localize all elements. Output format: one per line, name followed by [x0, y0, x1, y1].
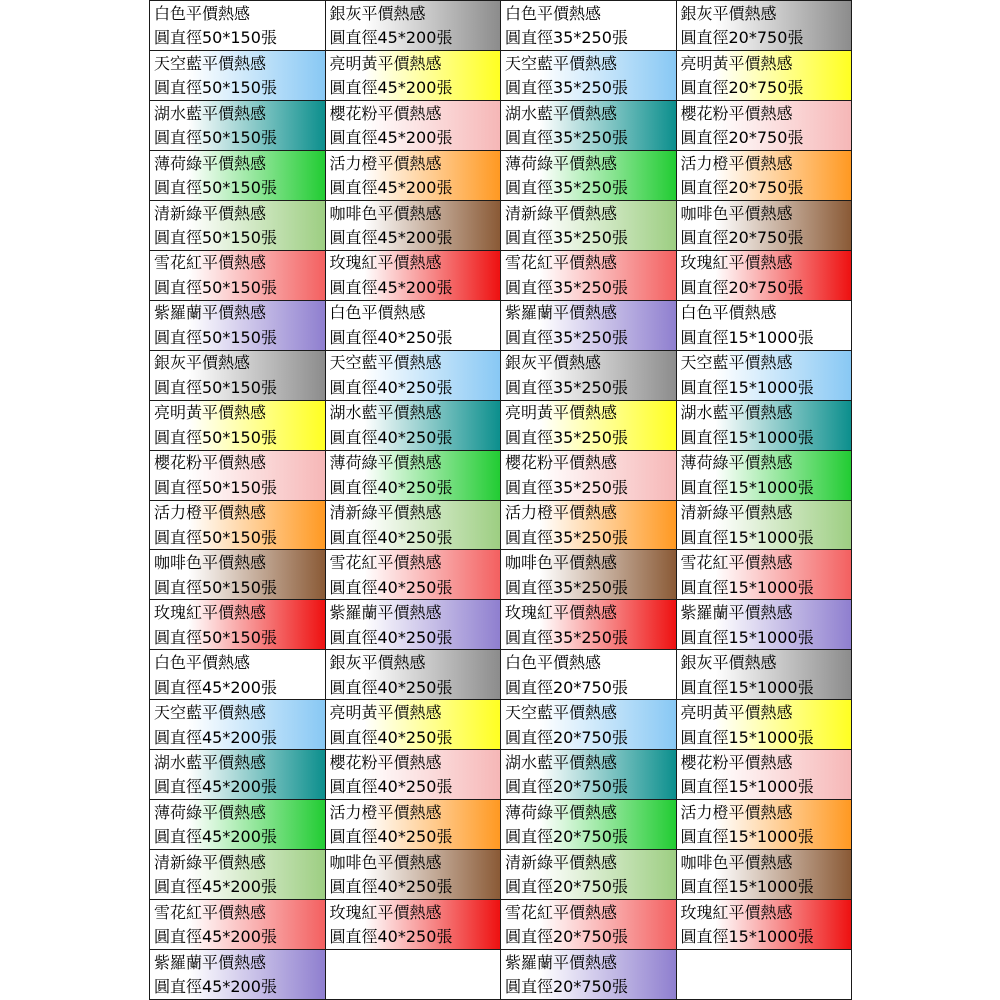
product-spec: 圓直徑15*1000張: [680, 627, 814, 647]
product-name: 天空藍平價熱感: [680, 353, 793, 373]
product-name: 櫻花粉平價熱感: [329, 103, 442, 123]
product-name: 天空藍平價熱感: [329, 353, 442, 373]
product-spec: 圓直徑35*250張: [505, 577, 628, 597]
label-swatch-cell: [326, 501, 502, 551]
product-spec: 圓直徑40*250張: [329, 777, 453, 797]
label-swatch-cell: [677, 201, 853, 251]
product-name: 紫羅蘭平價熱感: [154, 303, 267, 323]
product-name: 薄荷綠平價熱感: [154, 153, 267, 173]
product-name: 活力橙平價熱感: [680, 802, 793, 822]
label-swatch-cell: [501, 351, 677, 401]
product-name: 活力橙平價熱感: [329, 802, 442, 822]
product-spec: 圓直徑40*250張: [329, 677, 453, 697]
product-name: 雪花紅平價熱感: [154, 253, 267, 273]
label-swatch-cell: [150, 1, 326, 51]
empty-cell: [326, 950, 502, 1000]
product-spec: 圓直徑20*750張: [680, 178, 804, 198]
product-spec: 圓直徑35*250張: [505, 128, 628, 148]
product-spec: 圓直徑40*250張: [329, 627, 453, 647]
label-color-grid: [149, 0, 852, 1000]
product-name: 玫瑰紅平價熱感: [680, 902, 793, 922]
label-swatch-cell: [326, 301, 502, 351]
label-swatch-cell: [150, 401, 326, 451]
label-swatch-cell: [677, 700, 853, 750]
product-name: 咖啡色平價熱感: [329, 203, 442, 223]
product-name: 玫瑰紅平價熱感: [154, 603, 267, 623]
label-swatch-cell: [501, 51, 677, 101]
label-swatch-cell: [150, 451, 326, 501]
product-spec: 圓直徑40*250張: [329, 427, 453, 447]
product-name: 咖啡色平價熱感: [680, 203, 793, 223]
label-swatch-cell: [326, 550, 502, 600]
product-name: 雪花紅平價熱感: [505, 902, 618, 922]
product-spec: 圓直徑15*1000張: [680, 827, 814, 847]
product-name: 亮明黃平價熱感: [329, 703, 442, 723]
product-name: 清新綠平價熱感: [680, 503, 793, 523]
product-spec: 圓直徑35*250張: [505, 28, 628, 48]
label-swatch-cell: [677, 401, 853, 451]
product-name: 清新綠平價熱感: [505, 852, 618, 872]
product-name: 湖水藍平價熱感: [154, 103, 267, 123]
label-swatch-cell: [501, 401, 677, 451]
product-spec: 圓直徑15*1000張: [680, 427, 814, 447]
label-swatch-cell: [326, 51, 502, 101]
label-swatch-cell: [150, 850, 326, 900]
product-name: 銀灰平價熱感: [329, 3, 426, 23]
product-name: 活力橙平價熱感: [505, 503, 618, 523]
label-swatch-cell: [677, 151, 853, 201]
product-name: 玫瑰紅平價熱感: [505, 603, 618, 623]
label-swatch-cell: [501, 750, 677, 800]
label-swatch-cell: [326, 251, 502, 301]
product-spec: 圓直徑20*750張: [505, 777, 628, 797]
product-spec: 圓直徑35*250張: [505, 327, 628, 347]
label-swatch-cell: [150, 950, 326, 1000]
label-swatch-cell: [501, 201, 677, 251]
product-spec: 圓直徑35*250張: [505, 427, 628, 447]
product-spec: 圓直徑20*750張: [680, 28, 804, 48]
product-spec: 圓直徑45*200張: [154, 977, 277, 997]
product-spec: 圓直徑45*200張: [329, 28, 453, 48]
product-spec: 圓直徑40*250張: [329, 577, 453, 597]
product-name: 紫羅蘭平價熱感: [505, 952, 618, 972]
label-swatch-cell: [150, 301, 326, 351]
product-spec: 圓直徑35*250張: [505, 627, 628, 647]
product-spec: 圓直徑50*150張: [154, 178, 277, 198]
product-spec: 圓直徑20*750張: [680, 277, 804, 297]
product-name: 櫻花粉平價熱感: [329, 752, 442, 772]
label-swatch-cell: [150, 800, 326, 850]
label-swatch-cell: [677, 600, 853, 650]
label-swatch-cell: [501, 501, 677, 551]
product-name: 銀灰平價熱感: [329, 653, 426, 673]
product-spec: 圓直徑50*150張: [154, 28, 277, 48]
product-spec: 圓直徑50*150張: [154, 78, 277, 98]
product-spec: 圓直徑35*250張: [505, 228, 628, 247]
product-spec: 圓直徑45*200張: [154, 777, 277, 797]
product-name: 雪花紅平價熱感: [505, 253, 618, 273]
product-spec: 圓直徑15*1000張: [680, 577, 814, 597]
product-name: 活力橙平價熱感: [154, 503, 267, 523]
product-name: 薄荷綠平價熱感: [505, 153, 618, 173]
product-spec: 圓直徑35*250張: [505, 477, 628, 497]
product-name: 湖水藍平價熱感: [505, 752, 618, 772]
label-swatch-cell: [677, 301, 853, 351]
label-swatch-cell: [326, 151, 502, 201]
label-swatch-cell: [326, 700, 502, 750]
product-name: 白色平價熱感: [505, 3, 602, 23]
product-spec: 圓直徑45*200張: [329, 277, 453, 297]
label-swatch-cell: [150, 351, 326, 401]
label-swatch-cell: [677, 1, 853, 51]
product-name: 白色平價熱感: [680, 303, 777, 323]
product-name: 湖水藍平價熱感: [329, 403, 442, 423]
product-spec: 圓直徑40*250張: [329, 727, 453, 747]
product-name: 天空藍平價熱感: [505, 53, 618, 73]
label-swatch-cell: [326, 900, 502, 950]
label-swatch-cell: [501, 600, 677, 650]
label-swatch-cell: [677, 850, 853, 900]
label-swatch-cell: [326, 850, 502, 900]
product-name: 湖水藍平價熱感: [154, 752, 267, 772]
product-spec: 圓直徑45*200張: [154, 877, 277, 897]
label-swatch-cell: [326, 351, 502, 401]
product-spec: 圓直徑50*150張: [154, 327, 277, 347]
product-spec: 圓直徑20*750張: [680, 78, 804, 98]
product-spec: 圓直徑20*750張: [680, 128, 804, 148]
product-spec: 圓直徑40*250張: [329, 927, 453, 947]
product-spec: 圓直徑15*1000張: [680, 527, 814, 547]
product-name: 玫瑰紅平價熱感: [680, 253, 793, 273]
product-name: 雪花紅平價熱感: [154, 902, 267, 922]
product-spec: 圓直徑35*250張: [505, 377, 628, 397]
product-name: 亮明黃平價熱感: [680, 703, 793, 723]
product-name: 湖水藍平價熱感: [680, 403, 793, 423]
product-spec: 圓直徑20*750張: [505, 927, 628, 947]
label-swatch-cell: [677, 800, 853, 850]
product-name: 亮明黃平價熱感: [154, 403, 267, 423]
label-swatch-cell: [150, 501, 326, 551]
product-spec: 圓直徑45*200張: [329, 78, 453, 98]
product-spec: 圓直徑50*150張: [154, 577, 277, 597]
product-spec: 圓直徑20*750張: [680, 228, 804, 247]
label-swatch-cell: [677, 750, 853, 800]
product-spec: 圓直徑45*200張: [154, 927, 277, 947]
product-name: 咖啡色平價熱感: [329, 852, 442, 872]
product-spec: 圓直徑15*1000張: [680, 727, 814, 747]
product-spec: 圓直徑15*1000張: [680, 777, 814, 797]
product-spec: 圓直徑15*1000張: [680, 677, 814, 697]
label-swatch-cell: [501, 1, 677, 51]
product-name: 咖啡色平價熱感: [505, 553, 618, 573]
product-spec: 圓直徑35*250張: [505, 78, 628, 98]
product-name: 天空藍平價熱感: [505, 703, 618, 723]
label-swatch-cell: [677, 650, 853, 700]
product-name: 紫羅蘭平價熱感: [154, 952, 267, 972]
product-name: 銀灰平價熱感: [505, 353, 602, 373]
product-name: 紫羅蘭平價熱感: [680, 603, 793, 623]
label-swatch-cell: [677, 451, 853, 501]
product-spec: 圓直徑45*200張: [329, 178, 453, 198]
product-spec: 圓直徑20*750張: [505, 877, 628, 897]
label-swatch-cell: [677, 251, 853, 301]
product-name: 白色平價熱感: [154, 3, 251, 23]
product-spec: 圓直徑20*750張: [505, 677, 628, 697]
product-name: 櫻花粉平價熱感: [505, 453, 618, 473]
product-name: 白色平價熱感: [154, 653, 251, 673]
product-spec: 圓直徑45*200張: [154, 727, 277, 747]
label-swatch-cell: [150, 600, 326, 650]
product-spec: 圓直徑20*750張: [505, 977, 628, 997]
label-swatch-cell: [501, 550, 677, 600]
product-name: 玫瑰紅平價熱感: [329, 253, 442, 273]
label-swatch-cell: [326, 600, 502, 650]
label-swatch-cell: [501, 151, 677, 201]
label-swatch-cell: [677, 351, 853, 401]
label-swatch-cell: [326, 650, 502, 700]
label-swatch-cell: [501, 650, 677, 700]
product-spec: 圓直徑20*750張: [505, 727, 628, 747]
label-swatch-cell: [501, 800, 677, 850]
product-name: 活力橙平價熱感: [680, 153, 793, 173]
product-spec: 圓直徑50*150張: [154, 228, 277, 247]
product-spec: 圓直徑40*250張: [329, 477, 453, 497]
label-swatch-cell: [150, 201, 326, 251]
label-swatch-cell: [326, 451, 502, 501]
product-name: 清新綠平價熱感: [154, 203, 267, 223]
label-swatch-cell: [677, 51, 853, 101]
product-spec: 圓直徑20*750張: [505, 827, 628, 847]
product-name: 薄荷綠平價熱感: [505, 802, 618, 822]
product-name: 紫羅蘭平價熱感: [505, 303, 618, 323]
label-swatch-cell: [150, 900, 326, 950]
label-swatch-cell: [501, 700, 677, 750]
label-swatch-cell: [150, 650, 326, 700]
product-name: 銀灰平價熱感: [680, 3, 777, 23]
product-spec: 圓直徑40*250張: [329, 877, 453, 897]
product-spec: 圓直徑35*250張: [505, 178, 628, 198]
product-spec: 圓直徑45*200張: [329, 228, 453, 247]
label-swatch-cell: [501, 101, 677, 151]
label-swatch-cell: [677, 501, 853, 551]
product-name: 咖啡色平價熱感: [154, 553, 267, 573]
product-spec: 圓直徑15*1000張: [680, 877, 814, 897]
product-name: 天空藍平價熱感: [154, 703, 267, 723]
label-swatch-cell: [501, 950, 677, 1000]
product-spec: 圓直徑50*150張: [154, 277, 277, 297]
product-name: 清新綠平價熱感: [505, 203, 618, 223]
product-spec: 圓直徑50*150張: [154, 377, 277, 397]
product-name: 櫻花粉平價熱感: [680, 752, 793, 772]
label-swatch-cell: [150, 101, 326, 151]
product-spec: 圓直徑40*250張: [329, 527, 453, 547]
label-swatch-cell: [326, 101, 502, 151]
label-swatch-cell: [150, 251, 326, 301]
empty-cell: [677, 950, 853, 1000]
product-name: 亮明黃平價熱感: [680, 53, 793, 73]
label-swatch-cell: [501, 451, 677, 501]
product-name: 亮明黃平價熱感: [329, 53, 442, 73]
product-name: 亮明黃平價熱感: [505, 403, 618, 423]
label-swatch-cell: [150, 550, 326, 600]
product-name: 天空藍平價熱感: [154, 53, 267, 73]
product-name: 薄荷綠平價熱感: [329, 453, 442, 473]
product-name: 活力橙平價熱感: [329, 153, 442, 173]
product-name: 湖水藍平價熱感: [505, 103, 618, 123]
product-name: 薄荷綠平價熱感: [680, 453, 793, 473]
label-swatch-cell: [677, 900, 853, 950]
product-name: 白色平價熱感: [329, 303, 426, 323]
label-swatch-cell: [501, 301, 677, 351]
product-spec: 圓直徑15*1000張: [680, 477, 814, 497]
label-swatch-cell: [326, 800, 502, 850]
product-spec: 圓直徑50*150張: [154, 627, 277, 647]
product-spec: 圓直徑45*200張: [154, 827, 277, 847]
product-name: 雪花紅平價熱感: [329, 553, 442, 573]
product-name: 雪花紅平價熱感: [680, 553, 793, 573]
product-name: 玫瑰紅平價熱感: [329, 902, 442, 922]
product-spec: 圓直徑50*150張: [154, 527, 277, 547]
product-spec: 圓直徑40*250張: [329, 827, 453, 847]
product-spec: 圓直徑15*1000張: [680, 377, 814, 397]
label-swatch-cell: [326, 401, 502, 451]
product-spec: 圓直徑50*150張: [154, 128, 277, 148]
product-name: 銀灰平價熱感: [680, 653, 777, 673]
product-spec: 圓直徑35*250張: [505, 277, 628, 297]
label-swatch-cell: [326, 1, 502, 51]
product-name: 薄荷綠平價熱感: [154, 802, 267, 822]
label-swatch-cell: [150, 51, 326, 101]
product-name: 清新綠平價熱感: [329, 503, 442, 523]
product-spec: 圓直徑45*200張: [154, 677, 277, 697]
product-name: 清新綠平價熱感: [154, 852, 267, 872]
product-name: 櫻花粉平價熱感: [154, 453, 267, 473]
label-swatch-cell: [326, 201, 502, 251]
product-spec: 圓直徑40*250張: [329, 377, 453, 397]
label-swatch-cell: [150, 700, 326, 750]
label-swatch-cell: [501, 251, 677, 301]
product-spec: 圓直徑50*150張: [154, 477, 277, 497]
label-swatch-cell: [677, 101, 853, 151]
label-swatch-cell: [677, 550, 853, 600]
product-name: 紫羅蘭平價熱感: [329, 603, 442, 623]
label-swatch-cell: [326, 750, 502, 800]
product-spec: 圓直徑15*1000張: [680, 327, 814, 347]
product-spec: 圓直徑35*250張: [505, 527, 628, 547]
product-spec: 圓直徑15*1000張: [680, 927, 814, 947]
product-spec: 圓直徑50*150張: [154, 427, 277, 447]
product-name: 咖啡色平價熱感: [680, 852, 793, 872]
product-spec: 圓直徑40*250張: [329, 327, 453, 347]
label-swatch-cell: [150, 750, 326, 800]
product-spec: 圓直徑45*200張: [329, 128, 453, 148]
label-swatch-cell: [501, 900, 677, 950]
label-swatch-cell: [150, 151, 326, 201]
product-name: 白色平價熱感: [505, 653, 602, 673]
label-swatch-cell: [501, 850, 677, 900]
product-name: 櫻花粉平價熱感: [680, 103, 793, 123]
product-name: 銀灰平價熱感: [154, 353, 251, 373]
